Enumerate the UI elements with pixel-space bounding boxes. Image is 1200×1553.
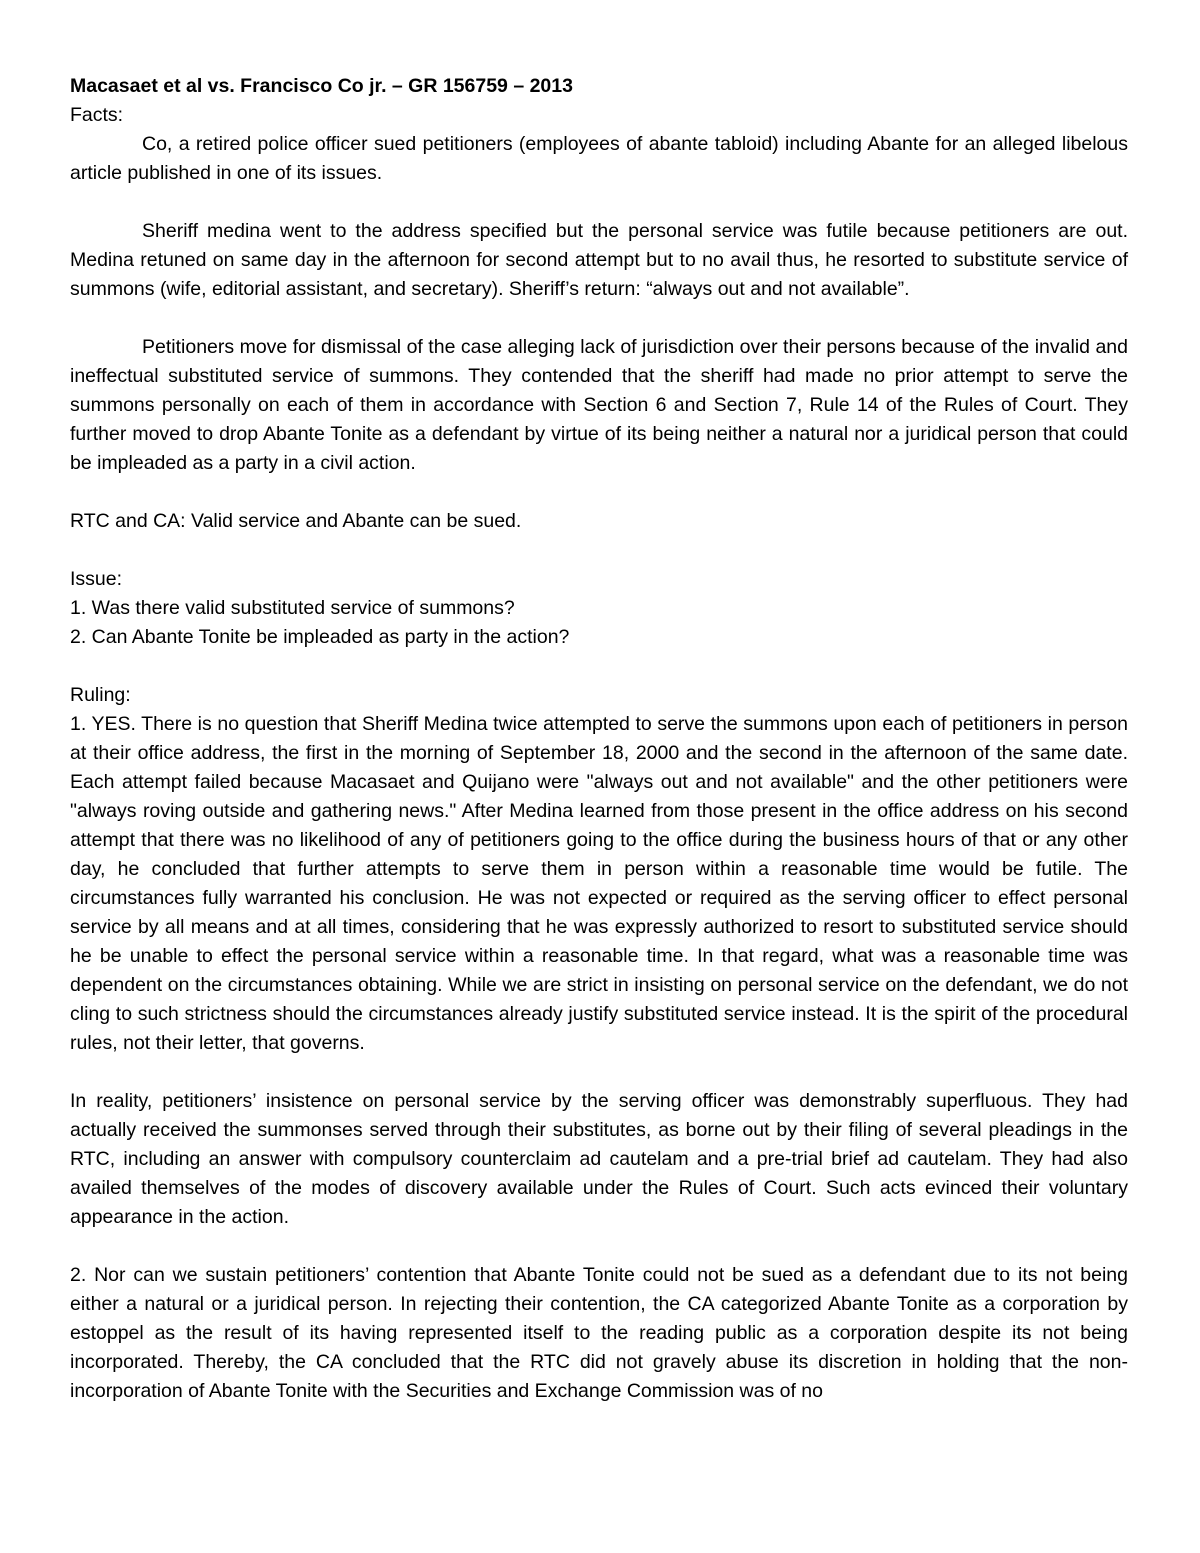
ruling-paragraph: 2. Nor can we sustain petitioners’ contention that Abante Tonite could not be sued as a defendant due to its not being either a natural or a juridical person. In rejecting their contention, the CA categorized Abante Tonite as a corporation by estoppel as the result of its having represented itself to the reading public as a corporation despite its not being incorporated. Thereby, the CA concluded that the RTC did not gravely abuse its discretion in holding that the non-incorporation of Abante Tonite with the Securities and Exchange Commission was of no: [70, 1264, 1128, 1402]
ruling-paragraph: 1. YES. There is no question that Sheriff Medina twice attempted to serve the summons upon each of petitioners in person at their office address, the first in the morning of September 18, 2000 and the second in the afternoon of the same date. Each attempt failed because Macasaet and Quijano were "always out and not available" and the other petitioners were "always roving outside and gathering news." After Medina learned from those present in the office address on his second attempt that there was no likelihood of any of petitioners going to the office during the business hours of that or any other day, he concluded that further attempts to serve them in person within a reasonable time would be futile. The circumstances fully warranted his conclusion. He was not expected or required as the serving officer to effect personal service by all means and at all times, considering that he was expressly authorized to resort to substituted service should he be unable to effect the personal service within a reasonable time. In that regard, what was a reasonable time was dependent on the circumstances obtaining. While we are strict in insisting on personal service on the defendant, we do not cling to such strictness should the circumstances already justify substituted service instead. It is the spirit of the procedural rules, not their letter, that governs.: [70, 713, 1128, 1054]
lower-courts-holding: RTC and CA: Valid service and Abante can be sued.: [70, 510, 522, 532]
issue-label: Issue:: [70, 568, 123, 590]
facts-paragraph: Sheriff medina went to the address specified but the personal service was futile because petitioners are out. Medina retuned on same day in the afternoon for second attempt but to no avail thus, he resorted to substitute service of summons (wife, editorial assistant, and secretary). Sheriff’s return: “always out and not available”.: [70, 220, 1128, 300]
issue-item: 2. Can Abante Tonite be impleaded as party in the action?: [70, 626, 570, 648]
document-page: [70, 72, 1128, 1406]
facts-label: Facts:: [70, 104, 124, 126]
facts-paragraph: Co, a retired police officer sued petitioners (employees of abante tabloid) including Abante for an alleged libelous article published in one of its issues.: [70, 133, 1128, 184]
issue-item: 1. Was there valid substituted service of summons?: [70, 597, 515, 619]
ruling-label: Ruling:: [70, 684, 131, 706]
facts-paragraph: Petitioners move for dismissal of the case alleging lack of jurisdiction over their persons because of the invalid and ineffectual substituted service of summons. They contended that the sheriff had made no prior attempt to serve the summons personally on each of them in accordance with Section 6 and Section 7, Rule 14 of the Rules of Court. They further moved to drop Abante Tonite as a defendant by virtue of its being neither a natural nor a juridical person that could be impleaded as a party in a civil action.: [70, 336, 1128, 474]
document-title: Macasaet et al vs. Francisco Co jr. – GR 156759 – 2013: [70, 75, 573, 97]
ruling-paragraph: In reality, petitioners’ insistence on personal service by the serving officer was demonstrably superfluous. They had actually received the summonses served through their substitutes, as borne out by their filing of several pleadings in the RTC, including an answer with compulsory counterclaim ad cautelam and a pre-trial brief ad cautelam. They had also availed themselves of the modes of discovery available under the Rules of Court. Such acts evinced their voluntary appearance in the action.: [70, 1090, 1128, 1228]
